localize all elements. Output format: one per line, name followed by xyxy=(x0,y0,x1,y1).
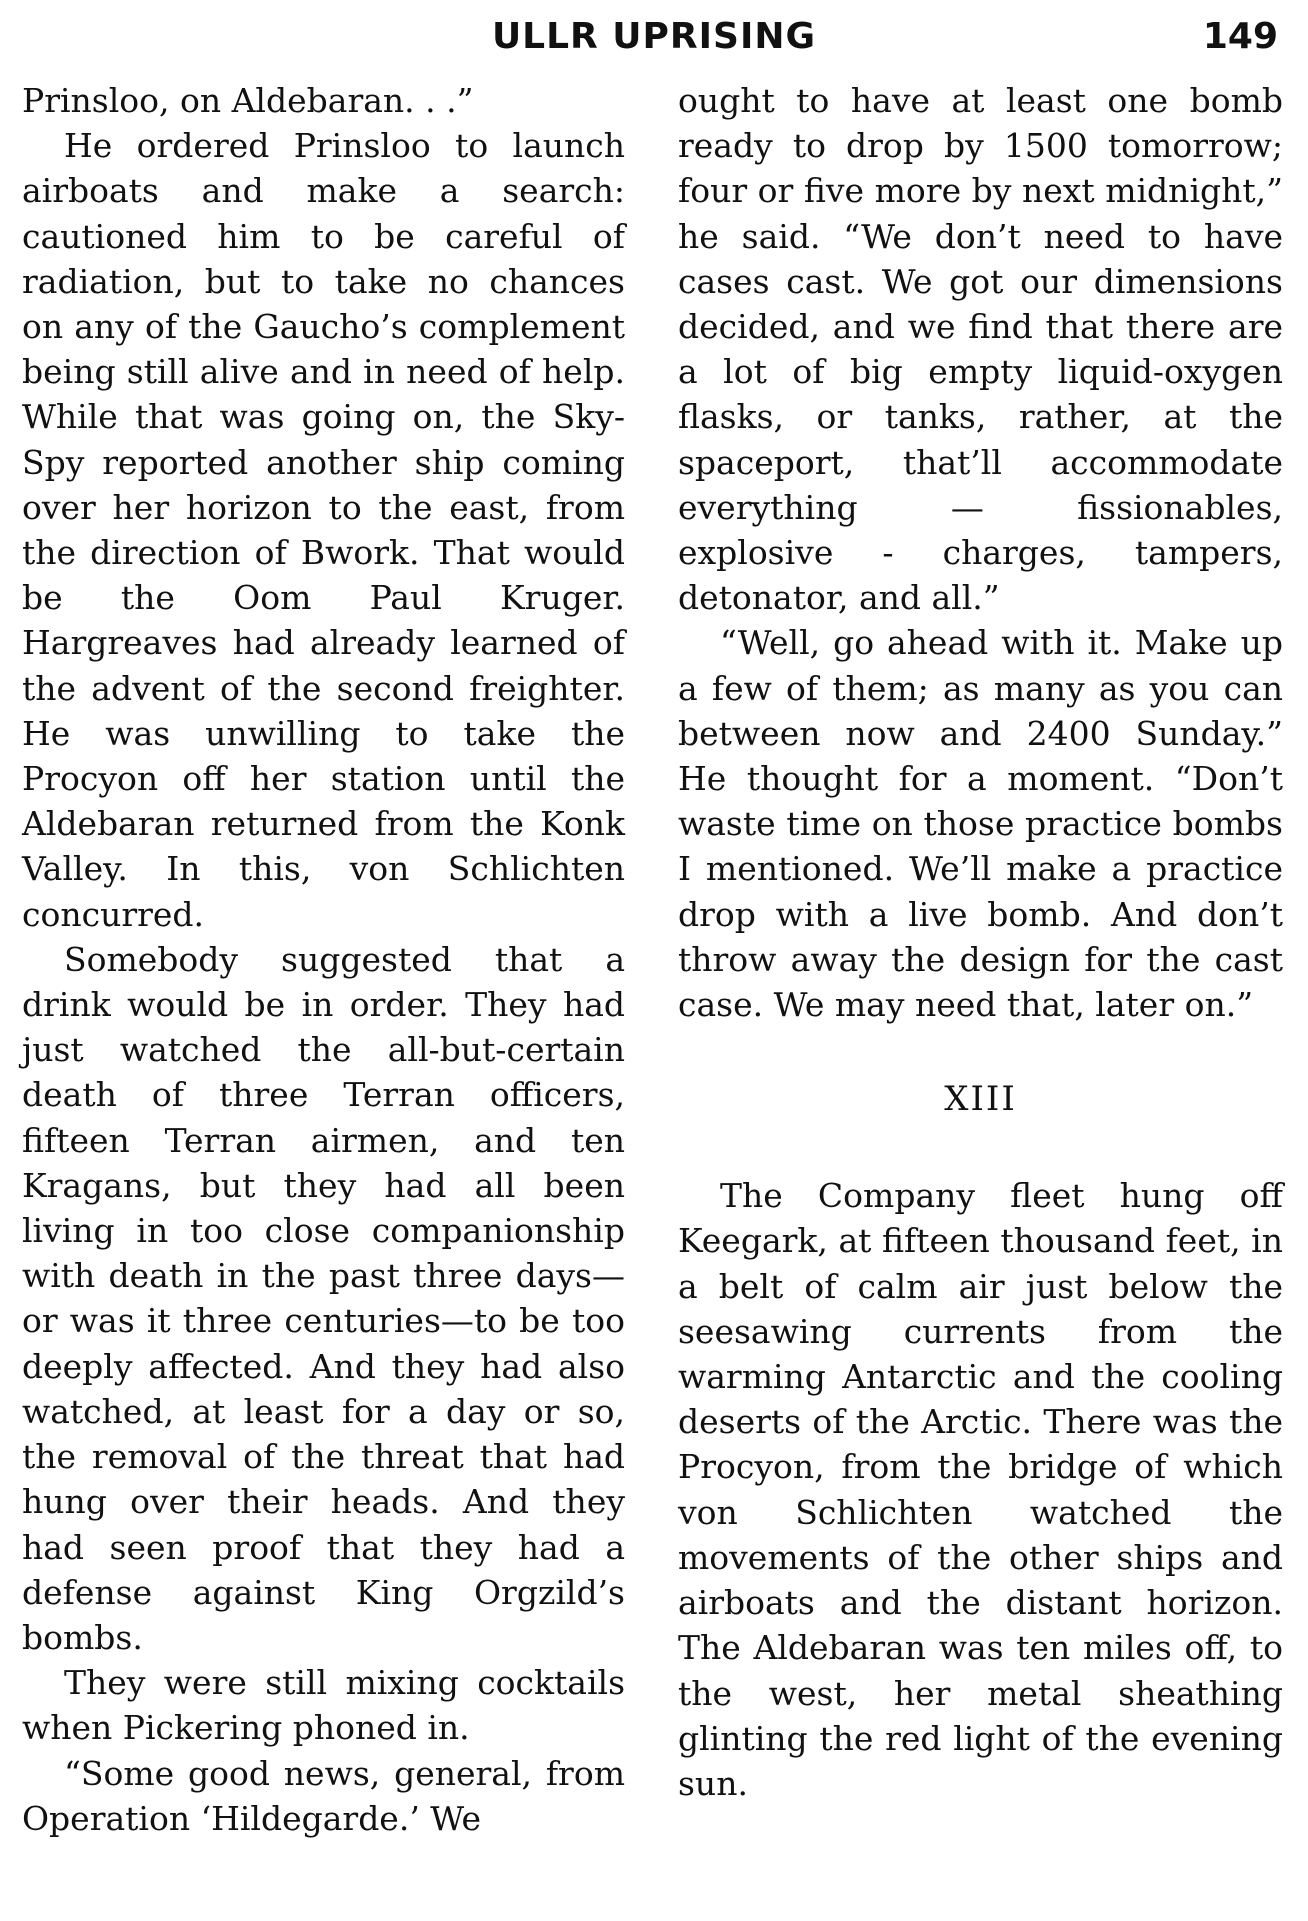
paragraph: The Company fleet hung off Keegark, at fifteen thousand feet, in a belt of calm air just below the seesawing currents from the warming Antarctic and the cooling deserts of the Arctic. There was the Procyon, from the bridge of which von Schlichten watched the movements of the other ships and airboats and the distant horizon. The Aldebaran was ten miles off, to the west, her metal sheathing glinting the red light of the evening sun. xyxy=(678,1176,1283,1803)
page-number: 149 xyxy=(1202,16,1278,57)
paragraph: Somebody suggested that a drink would be in order. They had just watched the all-but-certain death of three Terran officers, fifteen Terran airmen, and ten Kragans, but they had all been living in too close companionship with death in the past three days— or was it three centuries—to be too deeply affected. And they had also watched, at least for a day or so, the removal of the threat that had hung over their heads. And they had seen proof that they had a defense against King Orgzild’s bombs. xyxy=(22,939,625,1657)
running-head xyxy=(0,12,1308,62)
paragraph: “Well, go ahead with it. Make up a few of them; as many as you can between now and 2400 Sunday.” He thought for a moment. “Don’t waste time on those practice bombs I mentioned. We’ll make a practice drop with a live bomb. And don’t throw away the design for the cast case. We may need that, later on.” xyxy=(678,623,1283,1025)
chapter-heading: XIII xyxy=(944,1079,1017,1120)
running-head-title: ULLR UPRISING xyxy=(491,16,817,57)
paragraph-continued: ought to have at least one bomb ready to drop by 1500 tomorrow; four or five more by next midnight,” he said. “We don’t need to have cases cast. We got our dimensions decided, and we find that there are a lot of big empty liquid-oxygen flasks, or tanks, rather, at the spaceport, that’ll accommodate everything — fissionables, explosive - charges, tampers, detonator, and all.” xyxy=(678,81,1283,618)
paragraph-continued: Prinsloo, on Aldebaran. . .” xyxy=(22,81,474,120)
paragraph: He ordered Prinsloo to launch airboats and make a search: cautioned him to be careful of radiation, but to take no chances on any of the Gaucho’s complement being still alive and in need of help. While that was going on, the Sky-Spy reported another ship coming over her horizon to the east, from the direction of Bwork. That would be the Oom Paul Kruger. Hargreaves had already learned of the advent of the second freighter. He was unwilling to take the Procyon off her station until the Aldebaran returned from the Konk Valley. In this, von Schlichten concurred. xyxy=(22,126,625,934)
paragraph: “Some good news, general, from Operation ‘Hildegarde.’ We xyxy=(22,1753,625,1838)
paragraph: They were still mixing cocktails when Pickering phoned in. xyxy=(22,1663,625,1748)
left-column xyxy=(22,78,625,1841)
right-column xyxy=(678,78,1283,1806)
